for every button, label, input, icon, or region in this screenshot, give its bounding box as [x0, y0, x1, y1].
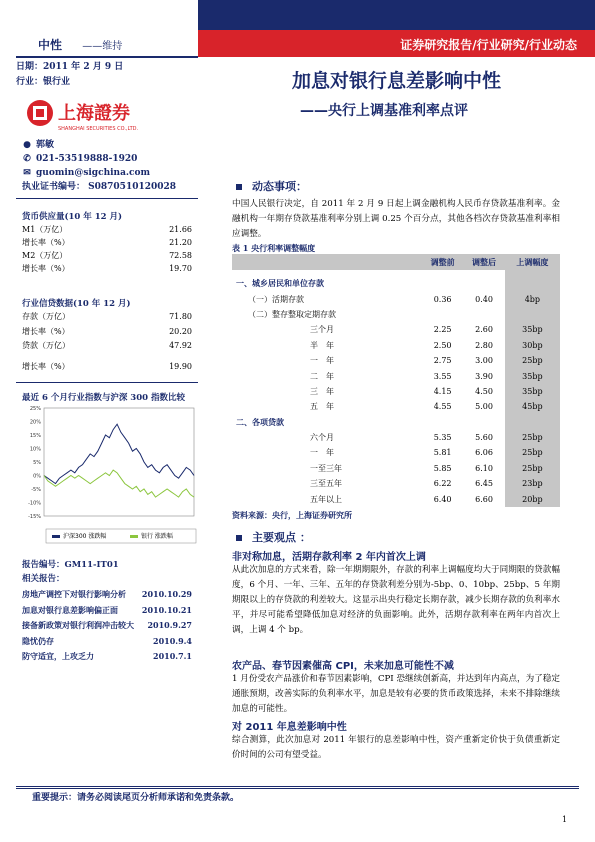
rate-after: [463, 415, 504, 430]
logo-text-cn: 上海證券: [58, 103, 130, 124]
row-label: 一 年: [310, 448, 334, 458]
table-source: 资料来源：央行，上海证券研究所: [232, 510, 352, 520]
rate-delta: 20bp: [505, 491, 560, 506]
legend-swatch: [52, 535, 60, 538]
row-label: 三至五年: [310, 479, 342, 489]
table-row: [232, 399, 560, 414]
rate-after: 2.80: [475, 340, 493, 350]
rate-after: [463, 276, 504, 291]
rating-block: [38, 36, 122, 53]
row-label: （一）活期存款: [248, 294, 304, 304]
series-line-1: [44, 470, 194, 497]
money-supply-table: [22, 223, 192, 275]
related-item[interactable]: 加息对银行息差影响偏正面 2010.10.21: [22, 604, 192, 615]
rate-after: 6.06: [475, 448, 493, 458]
table-group-row: [232, 415, 560, 430]
kv-row: 增长率（%） 19.90: [22, 361, 192, 371]
left-divider: [16, 382, 198, 383]
report-industry: 行业：银行业: [16, 77, 71, 87]
rate-delta: 25bp: [505, 430, 560, 445]
views-title: 主要观点 ：: [236, 529, 311, 545]
row-label: 五年以上: [310, 494, 342, 504]
rate-before: 2.50: [433, 340, 452, 350]
view-heading-2: 农产品、春节因素催高 CPI，未来加息可能性不减: [232, 661, 454, 672]
row-label: 六个月: [310, 433, 334, 443]
legend-swatch: [130, 535, 138, 538]
credit-table: [22, 310, 192, 374]
legend-label: 银行 涨跌幅: [141, 533, 173, 540]
y-tick-label: 25%: [29, 406, 41, 412]
related-item[interactable]: 接备新政策对银行利润冲击较大 2010.9.27: [22, 620, 192, 630]
related-item[interactable]: 隐忧仍存 2010.9.4: [22, 635, 192, 646]
table-row: [232, 461, 560, 476]
left-divider: [16, 198, 198, 199]
rate-after: 3.90: [475, 371, 493, 381]
view-text-3: 综合测算，此次加息对 2011 年银行的息差影响中性，资产重新定价快于负债重新定价时间的公司有望受益。: [232, 735, 560, 760]
rate-before: 6.22: [433, 479, 452, 489]
rate-before: 5.35: [433, 433, 452, 443]
rate-after: 4.50: [475, 386, 493, 396]
chart-title: 最近 6 个月行业指数与沪深 300 指数比较: [22, 393, 185, 403]
view-text-2: 1 月份受农产品涨价和春节因素影响，CPI 恐继续创新高，并达到年内高点，为了稳定通胀预期，改善实际的负利率水平，加息是较有必要的货币政策选择，未来不排除继续加息的可能性。: [232, 674, 560, 714]
table-header-row: 调整前 调整后 上调幅度: [232, 254, 560, 270]
header-navy-band: [198, 0, 595, 30]
rate-after: 5.60: [475, 433, 493, 443]
rate-delta: 35bp: [505, 368, 560, 383]
rate-delta: 23bp: [505, 476, 560, 491]
rate-before: 2.25: [433, 325, 452, 335]
kv-row: 增长率（%） 20.20: [22, 326, 192, 336]
rate-before: 3.55: [433, 371, 452, 381]
row-label: 五 年: [310, 402, 334, 412]
rate-delta: 25bp: [505, 461, 560, 476]
rate-delta: 25bp: [505, 445, 560, 460]
money-supply-heading: 货币供应量(10 年 12 月): [22, 212, 123, 222]
rate-before: 2.75: [433, 356, 452, 366]
events-text: 中国人民银行决定，自 2011 年 2 月 9 日起上调金融机构人民币存贷款基准利率。金融机构一年期存贷款基准利率分别上调 0.25 个百分点，其他各档次存贷款基准利率相应调整。: [232, 199, 560, 239]
kv-row: 贷款（万亿） 47.92: [22, 341, 192, 350]
page-subtitle: ——央行上调基准利率点评: [300, 103, 468, 119]
rate-before: 0.36: [433, 294, 452, 304]
table-caption: 表 1 央行利率调整幅度: [232, 243, 316, 253]
table-row: [232, 476, 560, 491]
date-industry-block: [16, 60, 198, 90]
rate-after: 6.45: [475, 479, 493, 489]
analyst-email-row: [22, 166, 176, 180]
rate-after: 5.00: [475, 402, 493, 412]
rate-before: 4.55: [433, 402, 452, 412]
row-label: 二 年: [310, 371, 334, 381]
rate-delta: [505, 307, 560, 322]
row-label: 二、各项贷款: [236, 416, 284, 427]
kv-row: M2（万亿） 72.58: [22, 251, 192, 260]
view-heading-3: 对 2011 年息差影响中性: [232, 722, 347, 733]
category-bar: [198, 30, 595, 57]
kv-row: 增长率（%） 21.20: [22, 238, 192, 247]
related-heading: 相关报告：: [22, 574, 65, 584]
logo-text-en: SHANGHAI SECURITIES CO.,LTD.: [58, 126, 139, 132]
rate-delta: 35bp: [505, 384, 560, 399]
rating-status: ——维持: [82, 41, 123, 52]
page-title: 加息对银行息差影响中性: [291, 70, 501, 92]
mail-icon: ✉: [23, 168, 31, 178]
footer-divider: [16, 788, 579, 789]
y-tick-label: 0%: [33, 473, 41, 480]
rate-after: 0.40: [475, 294, 493, 304]
page-number: 1: [562, 815, 568, 824]
legend-label: 沪深300 涨跌幅: [63, 533, 107, 540]
analyst-block: [22, 138, 176, 194]
rate-after: 6.10: [475, 463, 493, 473]
row-label: 一 年: [310, 356, 334, 366]
table-row: [232, 307, 560, 322]
report-date: 日期：2011 年 2 月 9 日: [16, 62, 124, 72]
table-row: [232, 338, 560, 353]
person-icon: ●: [23, 140, 31, 150]
kv-row: M1（万亿） 21.66: [22, 225, 192, 234]
rate-before: [422, 276, 463, 291]
kv-row: 增长率（%） 19.70: [22, 264, 192, 273]
phone-icon: ✆: [23, 154, 31, 164]
rate-before: [422, 307, 463, 322]
rate-before: [422, 415, 463, 430]
table-row: [232, 368, 560, 383]
y-tick-label: 5%: [33, 460, 41, 466]
y-tick-label: -10%: [28, 500, 41, 507]
table-row: [232, 430, 560, 445]
bullet-square-icon: [236, 535, 242, 541]
rate-delta: 45bp: [505, 399, 560, 414]
rate-before: 6.40: [433, 494, 452, 504]
bullet-square-icon: [236, 184, 242, 190]
analyst-name: 郭敏: [36, 140, 55, 150]
rate-after: 3.00: [475, 356, 493, 366]
row-label: （二）整存整取定期存款: [248, 309, 336, 319]
events-title: 动态事项：: [236, 178, 307, 194]
rate-delta: 25bp: [505, 353, 560, 368]
credit-heading: 行业信贷数据(10 年 12 月): [22, 299, 131, 309]
rate-after: 6.60: [475, 494, 493, 504]
y-tick-label: -5%: [31, 487, 41, 493]
plot-area: [44, 408, 194, 516]
related-reports: [22, 587, 192, 665]
analyst-email[interactable]: guomin@sigchina.com: [36, 168, 151, 178]
report-category: 证券研究报告/行业研究/行业动态: [400, 38, 577, 52]
rating: 中性: [38, 38, 63, 52]
analyst-phone: 021-53519888-1920: [36, 154, 138, 164]
analyst-name-row: [22, 138, 176, 152]
rate-delta: 30bp: [505, 338, 560, 353]
y-tick-label: 15%: [29, 433, 41, 439]
related-item[interactable]: 房地产调控下对银行影响分析 2010.10.29: [22, 589, 192, 599]
analyst-cert: 执业证书编号： S0870510120028: [22, 182, 177, 192]
disclaimer-note[interactable]: 重要提示：请务必阅读尾页分析师承诺和免责条款。: [32, 793, 240, 803]
report-number: 报告编号：GM11-IT01: [22, 560, 119, 570]
table-row: [232, 384, 560, 399]
rate-delta: [505, 276, 560, 291]
index-comparison-chart: [22, 402, 198, 552]
row-label: 三个月: [310, 325, 334, 335]
analyst-phone-row: [22, 152, 176, 166]
view-text-1: 从此次加息的方式来看，除一年期期限外，存款的利率上调幅度均大于同期限的贷款幅度，6 个月、一年、三年、五年的存贷款利差分别为-5bp、0、10bp、25bp、5 年期期限以上的存贷款的利差较大。这显示出央行稳定长期存款，减少长期存款的负利率水平，并尽可能希望降低加息对经济的负面影响。此外，活期存款利率在两年内首次上调，上调 4 个 bp。: [232, 565, 560, 635]
rate-delta: [505, 415, 560, 430]
shanghai-securities-logo: [24, 96, 174, 136]
rate-delta: 35bp: [505, 322, 560, 337]
rate-before: 4.15: [433, 386, 452, 396]
y-tick-label: -15%: [28, 514, 41, 520]
table-row: [232, 322, 560, 337]
rate-before: 5.81: [433, 448, 452, 458]
table-row: [232, 353, 560, 368]
view-heading-1: 非对称加息，活期存款利率 2 年内首次上调: [232, 552, 426, 563]
row-label: 一、城乡居民和单位存款: [236, 278, 324, 289]
footer-divider: [16, 786, 579, 787]
y-tick-label: 20%: [29, 419, 41, 426]
rate-adjustment-table: [232, 254, 560, 507]
row-label: 半 年: [310, 340, 334, 350]
table-group-row: [232, 276, 560, 291]
rate-after: [463, 307, 504, 322]
table-row: [232, 291, 560, 306]
rate-before: 5.85: [433, 463, 452, 473]
rate-delta: 4bp: [505, 291, 560, 306]
row-label: 三 年: [310, 386, 334, 396]
related-item[interactable]: 防守适宜，上攻乏力 2010.7.1: [22, 651, 192, 661]
rate-after: 2.60: [475, 325, 493, 335]
rating-divider: [16, 56, 198, 58]
y-tick-label: 10%: [29, 446, 41, 453]
kv-row: 存款（万亿） 71.80: [22, 312, 192, 321]
table-row: [232, 445, 560, 460]
row-label: 一至三年: [310, 463, 342, 473]
table-row: [232, 491, 560, 506]
